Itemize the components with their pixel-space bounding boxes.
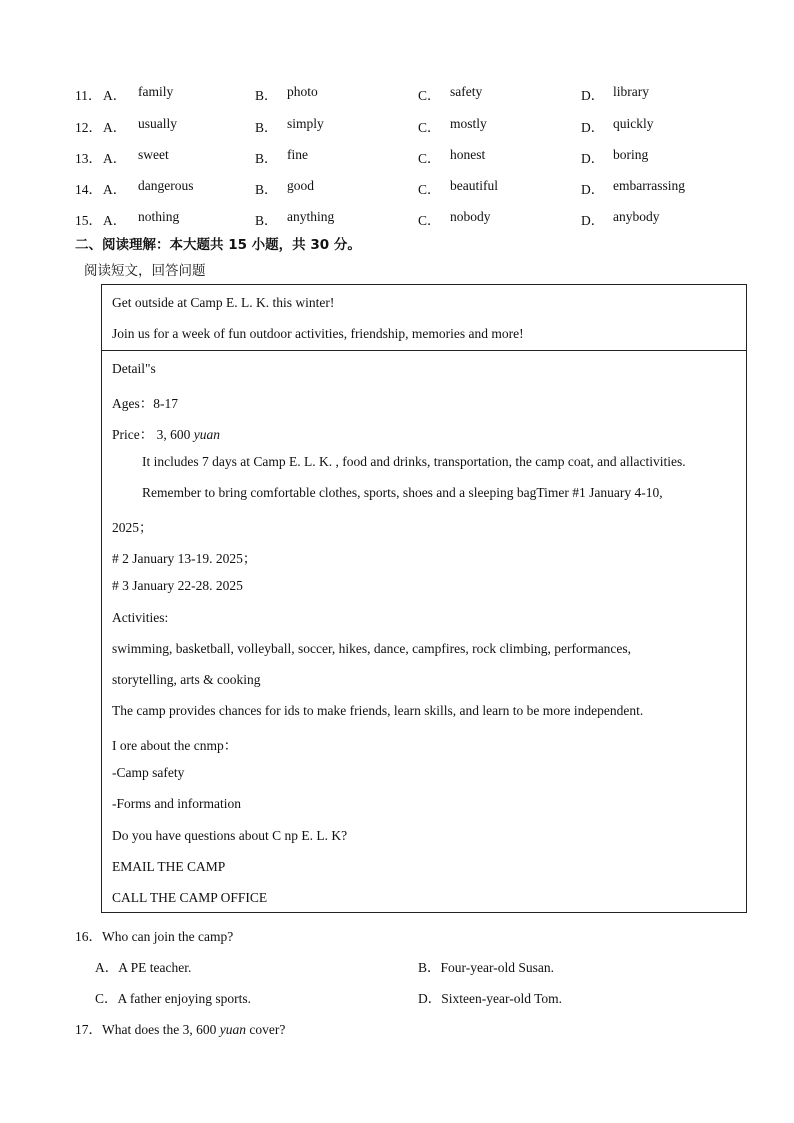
option-c-letter: C． — [418, 88, 441, 103]
question-16-stem: 16．Who can join the camp? — [75, 929, 234, 944]
timer2-line: # 2 January 13-19. 2025； — [112, 551, 257, 566]
option-b-letter: B． — [255, 151, 278, 166]
option-a-letter: A． — [103, 213, 127, 228]
price-unit: yuan — [193, 427, 220, 442]
details-heading: Detail"s — [112, 361, 156, 376]
option-d-letter: D． — [581, 88, 605, 103]
forms-info-link[interactable]: -Forms and information — [112, 796, 241, 811]
option-c-text: mostly — [450, 116, 487, 131]
option-d-text: embarrassing — [613, 178, 685, 193]
option-c-text: beautiful — [450, 178, 498, 193]
question-number: 15． — [75, 213, 102, 228]
option-b-text: fine — [287, 147, 308, 162]
option-a-text: nothing — [138, 209, 180, 224]
remember-line: Remember to bring comfortable clothes, sports, shoes and a sleeping bagTimer #1 January 4-10, — [142, 485, 663, 500]
question-number: 12． — [75, 120, 102, 135]
q16-option-c[interactable]: C．A father enjoying sports. — [95, 991, 251, 1006]
option-d-text: library — [613, 84, 649, 99]
question-number: 14． — [75, 182, 102, 197]
q17-stem-unit: yuan — [219, 1022, 246, 1037]
option-d-text: boring — [613, 147, 649, 162]
option-b-letter: B． — [255, 88, 278, 103]
price-text: Price： 3, 600 — [112, 427, 194, 442]
ad-subheadline: Join us for a week of fun outdoor activities, friendship, memories and more! — [112, 326, 524, 341]
option-b-letter: B． — [255, 182, 278, 197]
more-about-heading: I ore about the cnmp： — [112, 738, 238, 753]
question-row-11 — [75, 84, 755, 104]
question-row-14 — [75, 178, 755, 198]
option-b-text: simply — [287, 116, 324, 131]
ad-headline: Get outside at Camp E. L. K. this winter! — [112, 295, 335, 310]
option-d-letter: D． — [581, 151, 605, 166]
option-b-text: photo — [287, 84, 318, 99]
q17-stem-suffix: cover? — [245, 1022, 286, 1037]
activities-line-1: swimming, basketball, volleyball, soccer, hikes, dance, campfires, rock climbing, performances, — [112, 641, 632, 656]
q16-option-d[interactable]: D．Sixteen-year-old Tom. — [418, 991, 563, 1006]
ad-divider — [102, 350, 746, 351]
option-a-text: usually — [138, 116, 177, 131]
includes-line: It includes 7 days at Camp E. L. K. , food and drinks, transportation, the camp coat, and allactivities. — [142, 454, 686, 469]
provides-line: The camp provides chances for ids to make friends, learn skills, and learn to be more independent. — [112, 703, 644, 718]
option-a-letter: A． — [103, 120, 127, 135]
option-c-text: nobody — [450, 209, 491, 224]
question-row-13 — [75, 147, 755, 167]
camp-ad-box — [101, 284, 747, 913]
option-d-letter: D． — [581, 213, 605, 228]
option-a-text: sweet — [138, 147, 169, 162]
option-d-letter: D． — [581, 120, 605, 135]
questions-line: Do you have questions about C np E. L. K? — [112, 828, 348, 843]
option-b-text: anything — [287, 209, 335, 224]
option-a-text: dangerous — [138, 178, 194, 193]
option-b-letter: B． — [255, 120, 278, 135]
timer1-year: 2025； — [112, 520, 153, 535]
question-row-12 — [75, 116, 755, 136]
activities-heading: Activities: — [112, 610, 169, 625]
option-d-text: anybody — [613, 209, 660, 224]
option-a-text: family — [138, 84, 174, 99]
camp-safety-link[interactable]: -Camp safety — [112, 765, 185, 780]
section-title: 二、阅读理解：本大题共 15 小题，共 30 分。 — [75, 237, 361, 253]
option-d-letter: D． — [581, 182, 605, 197]
activities-line-2: storytelling, arts & cooking — [112, 672, 261, 687]
option-c-letter: C． — [418, 151, 441, 166]
option-b-letter: B． — [255, 213, 278, 228]
option-c-letter: C． — [418, 182, 441, 197]
option-a-letter: A． — [103, 88, 127, 103]
question-number: 11． — [75, 88, 102, 103]
option-a-letter: A． — [103, 182, 127, 197]
question-number: 13． — [75, 151, 102, 166]
question-row-15 — [75, 209, 755, 229]
option-c-text: safety — [450, 84, 483, 99]
option-c-letter: C． — [418, 213, 441, 228]
q16-option-b[interactable]: B．Four-year-old Susan. — [418, 960, 554, 975]
option-c-text: honest — [450, 147, 486, 162]
reading-instruction: 阅读短文，回答问题 — [84, 263, 206, 279]
option-c-letter: C． — [418, 120, 441, 135]
ages-line: Ages：8-17 — [112, 396, 178, 411]
option-d-text: quickly — [613, 116, 654, 131]
call-camp-link[interactable]: CALL THE CAMP OFFICE — [112, 890, 268, 905]
email-camp-link[interactable]: EMAIL THE CAMP — [112, 859, 226, 874]
option-a-letter: A． — [103, 151, 127, 166]
q16-option-a[interactable]: A．A PE teacher. — [95, 960, 192, 975]
price-line — [112, 423, 220, 443]
question-17-stem — [75, 1018, 285, 1038]
q17-stem-prefix: 17．What does the 3, 600 — [75, 1022, 220, 1037]
timer3-line: # 3 January 22-28. 2025 — [112, 578, 243, 593]
option-b-text: good — [287, 178, 314, 193]
